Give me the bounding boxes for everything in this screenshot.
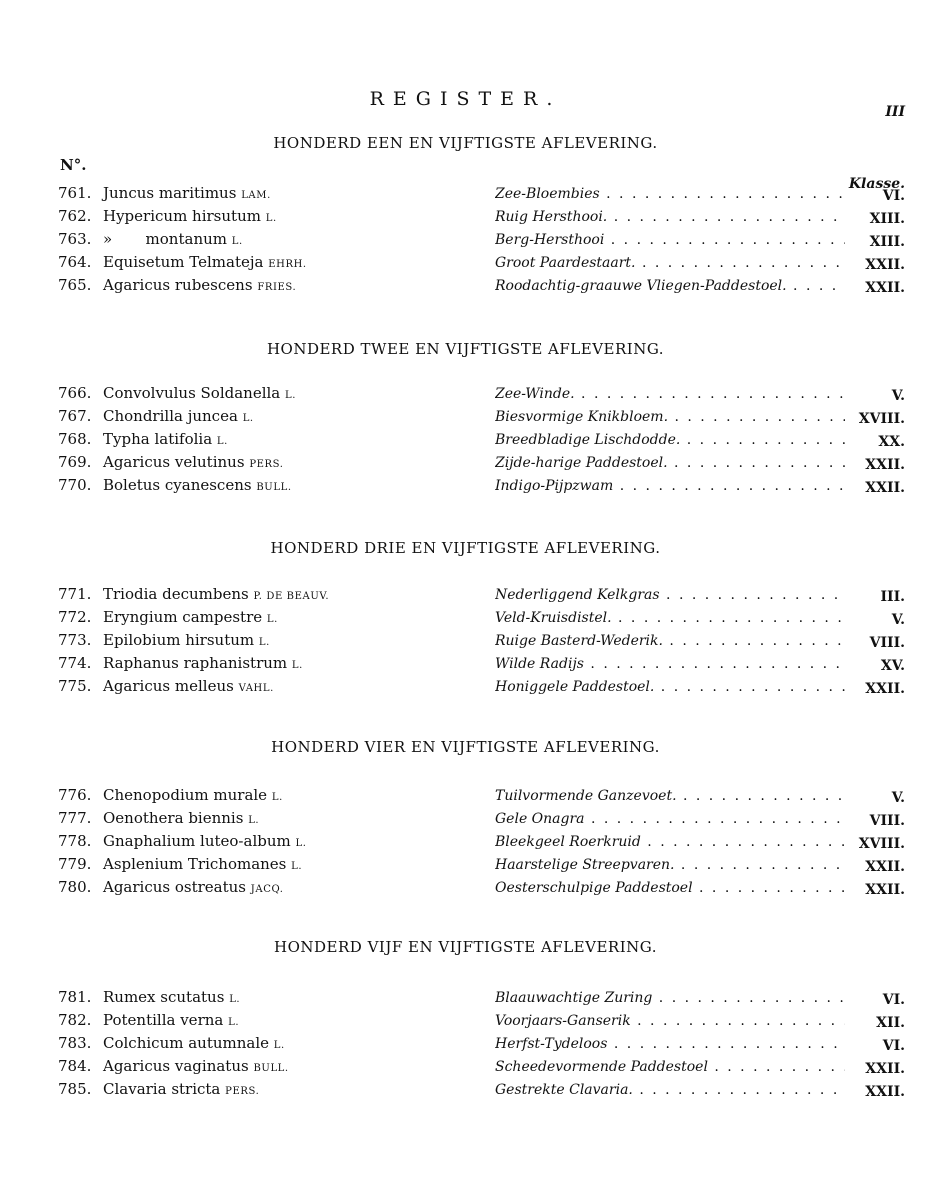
table-row	[0, 384, 931, 407]
section-154	[0, 736, 931, 898]
section-heading: HONDERD DRIE EN VIJFTIGSTE AFLEVERING.	[270, 539, 661, 557]
entry-number: 781.	[58, 988, 92, 1006]
klasse-value: V.	[891, 790, 905, 806]
dutch-name: Haarstelige Streepvaren. . . .	[495, 857, 845, 873]
latin-name: Agaricus velutinus PERS.	[103, 453, 284, 471]
klasse-value: V.	[891, 612, 905, 628]
dutch-name: Scheedevormende Paddestoel . . .	[495, 1059, 845, 1075]
dutch-name: Herfst-Tydeloos . . .	[495, 1036, 845, 1052]
klasse-value: XXII.	[865, 480, 905, 496]
table-row	[0, 1011, 931, 1034]
author-abbrev: L.	[216, 436, 228, 447]
dutch-name: Ruige Basterd-Wederik. . . .	[495, 633, 845, 649]
author-abbrev: L.	[248, 815, 260, 826]
author-abbrev: L.	[291, 861, 303, 872]
table-row	[0, 585, 931, 608]
table-row	[0, 430, 931, 453]
author-abbrev: L.	[231, 236, 243, 247]
dutch-name: Berg-Hersthooi . . .	[495, 232, 845, 248]
dutch-name: Ruig Hersthooi. . . .	[495, 209, 845, 225]
entry-number: 780.	[58, 878, 92, 896]
klasse-value: XV.	[880, 658, 905, 674]
latin-name: Hypericum hirsutum L.	[103, 207, 277, 225]
section-heading: HONDERD VIJF EN VIJFTIGSTE AFLEVERING.	[274, 938, 657, 956]
table-row	[0, 677, 931, 700]
author-abbrev: BULL.	[256, 482, 292, 493]
latin-name: Potentilla verna L.	[103, 1011, 240, 1029]
klasse-value: XIII.	[869, 234, 905, 250]
author-abbrev: L.	[229, 994, 241, 1005]
klasse-value: XVIII.	[858, 411, 905, 427]
klasse-value: XXII.	[865, 1084, 905, 1100]
author-abbrev: L.	[265, 213, 277, 224]
author-abbrev: L.	[285, 390, 297, 401]
author-abbrev: PERS.	[225, 1086, 260, 1097]
author-abbrev: EHRH.	[268, 259, 307, 270]
klasse-value: XII.	[876, 1015, 905, 1031]
dutch-name: Zee-Bloembies . . .	[495, 186, 845, 202]
entry-number: 762.	[58, 207, 92, 225]
entry-number: 776.	[58, 786, 92, 804]
table-row	[0, 407, 931, 430]
table-row	[0, 184, 931, 207]
latin-name: Chondrilla juncea L.	[103, 407, 254, 425]
entry-number: 764.	[58, 253, 92, 271]
author-abbrev: L.	[242, 413, 254, 424]
table-row	[0, 809, 931, 832]
latin-name: Agaricus ostreatus JACQ.	[103, 878, 284, 896]
table-row	[0, 253, 931, 276]
dutch-name: Wilde Radijs . . .	[495, 656, 845, 672]
latin-name: Asplenium Trichomanes L.	[103, 855, 303, 873]
klasse-column-label: Klasse.	[848, 176, 905, 192]
section-151	[0, 132, 931, 296]
entry-number: 784.	[58, 1057, 92, 1075]
dutch-name: Groot Paardestaart. . . .	[495, 255, 845, 271]
klasse-value: XXII.	[865, 882, 905, 898]
entry-number: 779.	[58, 855, 92, 873]
latin-name: Raphanus raphanistrum L.	[103, 654, 303, 672]
dutch-name: Zijde-harige Paddestoel. . . .	[495, 455, 845, 471]
page-number: III	[885, 104, 905, 120]
latin-name: Epilobium hirsutum L.	[103, 631, 270, 649]
latin-name: Juncus maritimus LAM.	[103, 184, 271, 202]
table-row	[0, 476, 931, 499]
dutch-name: Blaauwachtige Zuring . . .	[495, 990, 845, 1006]
entry-number: 771.	[58, 585, 92, 603]
author-abbrev: P. DE BEAUV.	[253, 591, 330, 602]
latin-name: Boletus cyanescens BULL.	[103, 476, 292, 494]
table-row	[0, 230, 931, 253]
klasse-value: XXII.	[865, 257, 905, 273]
table-row	[0, 832, 931, 855]
author-abbrev: L.	[266, 614, 278, 625]
dutch-name: Gestrekte Clavaria. . . .	[495, 1082, 845, 1098]
dutch-name: Oesterschulpige Paddestoel . . .	[495, 880, 845, 896]
page-title: REGISTER.	[369, 88, 562, 110]
entry-number: 770.	[58, 476, 92, 494]
klasse-value: VI.	[882, 992, 905, 1008]
klasse-value: XXII.	[865, 280, 905, 296]
dutch-name: Zee-Winde. . . .	[495, 386, 845, 402]
klasse-value: VI.	[882, 1038, 905, 1054]
klasse-value: V.	[891, 388, 905, 404]
table-row	[0, 855, 931, 878]
entry-number: 766.	[58, 384, 92, 402]
latin-name: Gnaphalium luteo-album L.	[103, 832, 307, 850]
author-abbrev: BULL.	[253, 1063, 289, 1074]
table-row	[0, 878, 931, 901]
entry-number: 782.	[58, 1011, 92, 1029]
dutch-name: Tuilvormende Ganzevoet. . . .	[495, 788, 845, 804]
section-155	[0, 936, 931, 1100]
entry-number: 765.	[58, 276, 92, 294]
author-abbrev: L.	[258, 637, 270, 648]
klasse-value: XVIII.	[858, 836, 905, 852]
entry-number: 785.	[58, 1080, 92, 1098]
dutch-name: Gele Onagra . . .	[495, 811, 845, 827]
table-row	[0, 1080, 931, 1103]
latin-name: Agaricus rubescens FRIES.	[103, 276, 297, 294]
author-abbrev: VAHL.	[238, 683, 274, 694]
latin-name: » montanum L.	[103, 230, 243, 248]
dutch-name: Nederliggend Kelkgras . . .	[495, 587, 845, 603]
author-abbrev: JACQ.	[250, 884, 284, 895]
table-row	[0, 207, 931, 230]
table-row	[0, 276, 931, 299]
author-abbrev: LAM.	[241, 190, 271, 201]
author-abbrev: PERS.	[249, 459, 284, 470]
author-abbrev: L.	[291, 660, 303, 671]
entry-number: 769.	[58, 453, 92, 471]
klasse-value: XXII.	[865, 859, 905, 875]
entry-number: 768.	[58, 430, 92, 448]
latin-name: Convolvulus Soldanella L.	[103, 384, 297, 402]
entry-number: 773.	[58, 631, 92, 649]
klasse-value: XXII.	[865, 681, 905, 697]
section-heading: HONDERD VIER EN VIJFTIGSTE AFLEVERING.	[271, 738, 660, 756]
table-row	[0, 1034, 931, 1057]
klasse-value: VIII.	[869, 635, 905, 651]
entry-number: 763.	[58, 230, 92, 248]
klasse-value: XIII.	[869, 211, 905, 227]
number-column-label: N°.	[60, 156, 87, 174]
author-abbrev: L.	[295, 838, 307, 849]
latin-name: Rumex scutatus L.	[103, 988, 241, 1006]
section-152	[0, 338, 931, 496]
entry-number: 777.	[58, 809, 92, 827]
dutch-name: Veld-Kruisdistel. . . .	[495, 610, 845, 626]
dutch-name: Bleekgeel Roerkruid . . .	[495, 834, 845, 850]
dutch-name: Honiggele Paddestoel. . . .	[495, 679, 845, 695]
entry-number: 774.	[58, 654, 92, 672]
latin-name: Clavaria stricta PERS.	[103, 1080, 260, 1098]
author-abbrev: L.	[271, 792, 283, 803]
latin-name: Colchicum autumnale L.	[103, 1034, 285, 1052]
entry-number: 783.	[58, 1034, 92, 1052]
latin-name: Equisetum Telmateja EHRH.	[103, 253, 307, 271]
author-abbrev: L.	[273, 1040, 285, 1051]
dutch-name: Biesvormige Knikbloem. . . .	[495, 409, 845, 425]
table-row	[0, 1057, 931, 1080]
table-row	[0, 631, 931, 654]
klasse-value: III.	[880, 589, 905, 605]
latin-name: Oenothera biennis L.	[103, 809, 260, 827]
section-153	[0, 537, 931, 697]
dutch-name: Breedbladige Lischdodde. . . .	[495, 432, 845, 448]
klasse-value: VI.	[882, 188, 905, 204]
klasse-value: XXII.	[865, 457, 905, 473]
entry-number: 767.	[58, 407, 92, 425]
table-row	[0, 453, 931, 476]
section-heading: HONDERD EEN EN VIJFTIGSTE AFLEVERING.	[273, 134, 658, 152]
table-row	[0, 654, 931, 677]
section-heading: HONDERD TWEE EN VIJFTIGSTE AFLEVERING.	[266, 340, 665, 358]
latin-name: Typha latifolia L.	[103, 430, 228, 448]
table-row	[0, 988, 931, 1011]
latin-name: Eryngium campestre L.	[103, 608, 278, 626]
entry-number: 761.	[58, 184, 92, 202]
latin-name: Triodia decumbens P. DE BEAUV.	[103, 585, 330, 603]
table-row	[0, 608, 931, 631]
klasse-value: VIII.	[869, 813, 905, 829]
entry-number: 772.	[58, 608, 92, 626]
latin-name: Agaricus vaginatus BULL.	[103, 1057, 289, 1075]
klasse-value: XX.	[878, 434, 905, 450]
entry-number: 778.	[58, 832, 92, 850]
entry-number: 775.	[58, 677, 92, 695]
author-abbrev: FRIES.	[257, 282, 297, 293]
author-abbrev: L.	[228, 1017, 240, 1028]
klasse-value: XXII.	[865, 1061, 905, 1077]
dutch-name: Roodachtig-graauwe Vliegen-Paddestoel. . . .	[495, 278, 845, 294]
latin-name: Agaricus melleus VAHL.	[103, 677, 274, 695]
dutch-name: Indigo-Pijpzwam . . .	[495, 478, 845, 494]
latin-name: Chenopodium murale L.	[103, 786, 283, 804]
dutch-name: Voorjaars-Ganserik . . .	[495, 1013, 845, 1029]
table-row	[0, 786, 931, 809]
